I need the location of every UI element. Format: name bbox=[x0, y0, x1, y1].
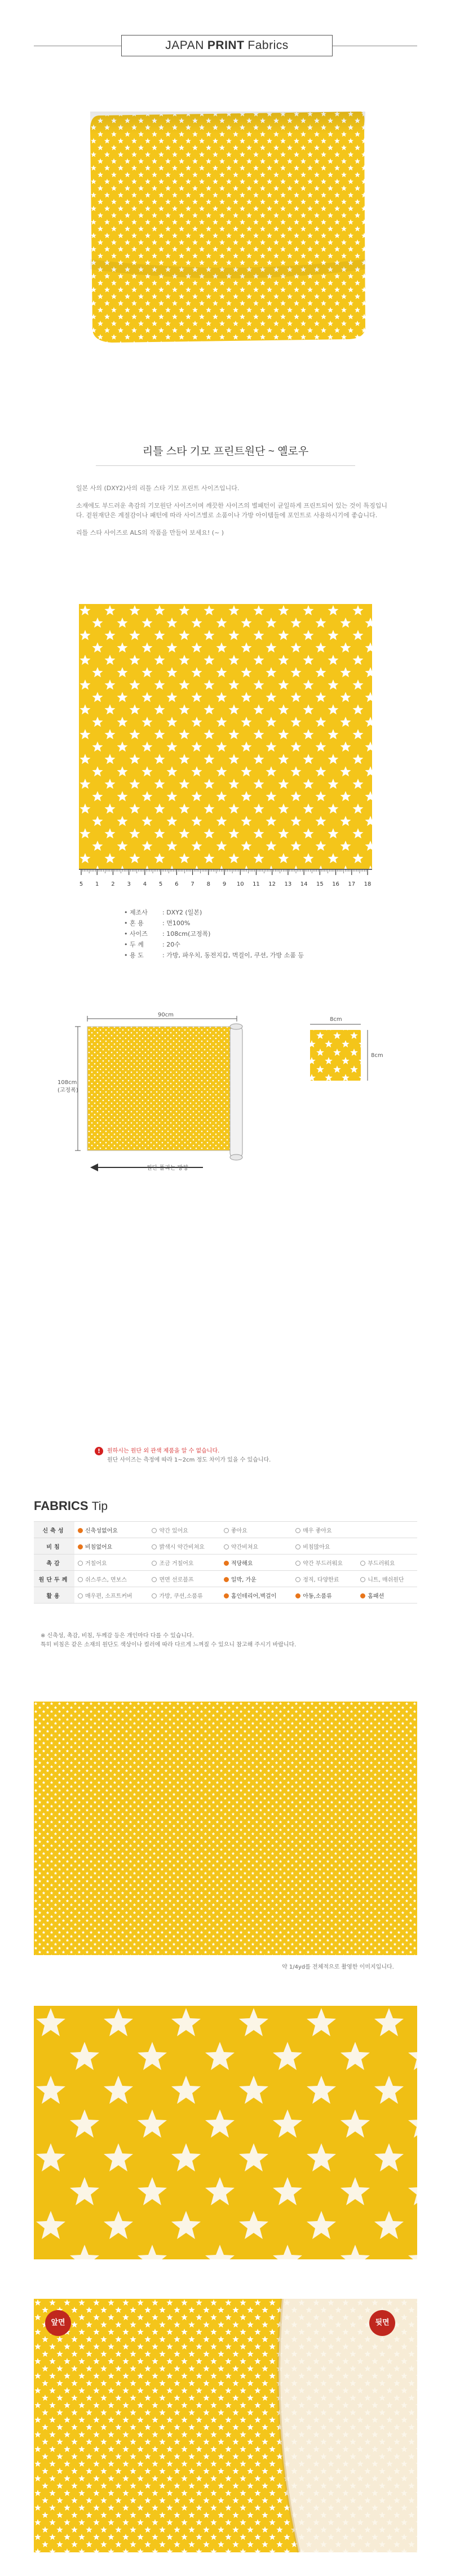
tip-option-label: 매우편, 소프트커버 bbox=[85, 1593, 132, 1600]
tip-option-label: 신축성없어요 bbox=[85, 1527, 118, 1534]
tip-option bbox=[74, 1522, 148, 1538]
tip-row-key: 비침 bbox=[34, 1538, 74, 1555]
ruler-label: 7 bbox=[191, 881, 194, 887]
tip-option bbox=[74, 1538, 148, 1555]
ruler-label: 12 bbox=[268, 881, 276, 887]
selected-dot-icon bbox=[224, 1593, 229, 1598]
brand-header bbox=[121, 35, 333, 56]
product-title: 리틀 스타 기모 프린트원단 ~ 옐로우 bbox=[142, 446, 309, 458]
tip-option bbox=[148, 1571, 220, 1587]
spec-key: • 용 도 bbox=[124, 952, 144, 959]
ruler-label: 4 bbox=[143, 881, 147, 887]
swatch-height-label: 8cm bbox=[371, 1052, 383, 1059]
spec-key: • 제조사 bbox=[124, 909, 148, 916]
tip-row-key: 신축성 bbox=[34, 1522, 74, 1538]
ruler-label: 8 bbox=[206, 881, 210, 887]
tip-option-label: 약간비쳐요 bbox=[231, 1544, 259, 1551]
tip-option bbox=[220, 1571, 292, 1587]
tip-title-normal: Tip bbox=[91, 1500, 108, 1513]
unselected-dot-icon bbox=[360, 1577, 365, 1582]
fabric-roll bbox=[230, 1025, 242, 1158]
spec-value: : 면100% bbox=[162, 920, 191, 927]
height-label-sub: (고정폭) bbox=[58, 1087, 78, 1094]
tip-option-label: 좋아요 bbox=[231, 1527, 247, 1534]
swatch-sample bbox=[310, 1030, 361, 1081]
ruler-label: 5 bbox=[158, 881, 163, 887]
tip-option bbox=[74, 1555, 148, 1571]
tip-option bbox=[74, 1587, 148, 1604]
unselected-dot-icon bbox=[152, 1561, 157, 1566]
spec-key: • 사이즈 bbox=[124, 930, 148, 938]
brand-bold: PRINT bbox=[207, 39, 245, 52]
selected-dot-icon bbox=[78, 1528, 83, 1533]
spec-row bbox=[124, 907, 304, 918]
closeup-photo bbox=[34, 2006, 417, 2259]
ruler-label: 9 bbox=[222, 881, 227, 887]
tip-option bbox=[148, 1587, 220, 1604]
tip-row bbox=[34, 1571, 417, 1587]
spec-list bbox=[124, 907, 304, 961]
unselected-dot-icon bbox=[78, 1577, 83, 1582]
arrow-label: 원단 풀리는 방향 bbox=[147, 1165, 188, 1171]
quarter-yard-photo bbox=[34, 1702, 417, 1955]
tip-option-label: 약간 부드러워요 bbox=[303, 1560, 343, 1567]
tip-option-label: 부드러워요 bbox=[368, 1560, 395, 1567]
fabric-swatch-with-ruler bbox=[79, 604, 372, 891]
unselected-dot-icon bbox=[152, 1577, 157, 1582]
description-line-3: 리틀 스타 사이즈로 ALS의 작품을 만들어 보세요! (~ ) bbox=[76, 529, 224, 536]
ruler-label: 13 bbox=[284, 881, 292, 887]
tip-option-label: 거칠어요 bbox=[85, 1560, 107, 1567]
tip-option bbox=[292, 1555, 357, 1571]
spec-value: : DXY2 (일본) bbox=[162, 909, 202, 916]
title-rule bbox=[96, 465, 355, 466]
selected-dot-icon bbox=[360, 1593, 365, 1598]
ruler-label: 10 bbox=[236, 881, 244, 887]
ruler-label: 3 bbox=[127, 881, 131, 887]
tip-row bbox=[34, 1522, 417, 1538]
description-line-1: 일본 사의 (DXY2)사의 리틀 스타 기모 프린트 사이즈입니다. bbox=[76, 485, 240, 492]
unselected-dot-icon bbox=[152, 1544, 157, 1549]
tip-option-label: 니트, 매쉬원단 bbox=[368, 1576, 404, 1583]
tip-option bbox=[220, 1555, 292, 1571]
swatch-fabric bbox=[79, 604, 372, 869]
tip-option-label: 가방, 쿠션,소품류 bbox=[159, 1593, 203, 1600]
notice bbox=[97, 1447, 271, 1465]
tip-option bbox=[220, 1538, 292, 1555]
unselected-dot-icon bbox=[295, 1528, 300, 1533]
height-label: 108cm bbox=[58, 1080, 77, 1086]
selected-dot-icon bbox=[224, 1561, 229, 1566]
tip-note-line-2: 특히 비침은 같은 소재의 원단도 색상이나 컬러에 따라 다르게 느껴질 수 있으니 참고해 주시기 바랍니다. bbox=[41, 1642, 297, 1648]
spec-row bbox=[124, 929, 304, 939]
tip-option bbox=[357, 1571, 417, 1587]
tip-option bbox=[148, 1555, 220, 1571]
front-badge: 앞면 bbox=[45, 2310, 71, 2336]
brand-right: Fabrics bbox=[247, 39, 289, 52]
ruler-label: 18 bbox=[364, 881, 372, 887]
tip-option bbox=[292, 1587, 357, 1604]
tip-option-label: 적당해요 bbox=[231, 1560, 253, 1567]
ruler-label: 15 bbox=[316, 881, 324, 887]
spec-value: : 108cm(고정폭) bbox=[162, 930, 211, 938]
spec-row bbox=[124, 950, 304, 961]
tip-option bbox=[357, 1555, 417, 1571]
tip-row bbox=[34, 1555, 417, 1571]
size-diagram bbox=[58, 1012, 412, 1194]
fabric-shape bbox=[90, 112, 365, 343]
width-label: 90cm bbox=[158, 1012, 174, 1018]
tip-row-key: 활용 bbox=[34, 1587, 74, 1604]
selected-dot-icon bbox=[295, 1593, 300, 1598]
tip-option bbox=[220, 1522, 292, 1538]
spec-key: • 두 께 bbox=[124, 941, 144, 948]
ruler-label: 17 bbox=[348, 881, 356, 887]
tip-note bbox=[41, 1632, 296, 1650]
selected-dot-icon bbox=[224, 1577, 229, 1582]
front-back-photo bbox=[34, 2299, 417, 2552]
product-description bbox=[76, 483, 392, 545]
ruler-label: 6 bbox=[175, 881, 179, 887]
spec-row bbox=[124, 939, 304, 950]
selected-dot-icon bbox=[78, 1544, 83, 1549]
tip-option bbox=[292, 1522, 357, 1538]
spec-value: : 20수 bbox=[162, 941, 180, 948]
tip-option bbox=[292, 1538, 357, 1555]
unselected-dot-icon bbox=[152, 1528, 157, 1533]
unselected-dot-icon bbox=[78, 1593, 83, 1598]
tip-option-label: 비침많아요 bbox=[303, 1544, 330, 1551]
fabrics-tip-table bbox=[34, 1521, 417, 1604]
tip-row bbox=[34, 1538, 417, 1555]
tip-option bbox=[148, 1522, 220, 1538]
unselected-dot-icon bbox=[295, 1544, 300, 1549]
spec-value: : 가방, 파우치, 동전지갑, 벽걸이, 쿠션, 가방 소품 등 bbox=[162, 952, 304, 959]
tip-option-label: 홈인테리어,벽걸이 bbox=[231, 1593, 277, 1600]
tip-option-label: 일박, 가운 bbox=[231, 1576, 257, 1583]
tip-option-label: 밝색시 약간비쳐요 bbox=[159, 1544, 205, 1551]
ruler-label: 5 bbox=[79, 881, 83, 887]
tip-row-key: 원단두께 bbox=[34, 1571, 74, 1587]
tip-option bbox=[220, 1587, 292, 1604]
notice-line-2: 원단 사이즈는 측정에 따라 1~2cm 정도 차이가 있을 수 있습니다. bbox=[107, 1457, 271, 1463]
ruler-label: 2 bbox=[111, 881, 115, 887]
ruler-label: 14 bbox=[300, 881, 308, 887]
tip-row-key: 촉감 bbox=[34, 1555, 74, 1571]
unselected-dot-icon bbox=[295, 1577, 300, 1582]
ruler-label: 11 bbox=[253, 881, 260, 887]
tip-option-label: 홈패션 bbox=[368, 1593, 384, 1600]
tip-empty-cell bbox=[357, 1538, 417, 1555]
tip-empty-cell bbox=[357, 1522, 417, 1538]
tip-row bbox=[34, 1587, 417, 1604]
unselected-dot-icon bbox=[360, 1561, 365, 1566]
unselected-dot-icon bbox=[295, 1561, 300, 1566]
ruler-label: 16 bbox=[332, 881, 339, 887]
back-side bbox=[278, 2299, 417, 2552]
tip-option-label: 매우 좋아요 bbox=[303, 1527, 332, 1534]
arrow-icon bbox=[90, 1163, 98, 1171]
tip-option bbox=[292, 1571, 357, 1587]
tip-option bbox=[148, 1538, 220, 1555]
unselected-dot-icon bbox=[152, 1593, 157, 1598]
tip-option bbox=[357, 1587, 417, 1604]
tip-option-label: 정직, 다양한료 bbox=[303, 1576, 339, 1583]
tip-option-label: 쉬스루스, 면보스 bbox=[85, 1576, 127, 1583]
tip-option-label: 약간 있어요 bbox=[159, 1527, 188, 1534]
tip-title-bold: FABRICS bbox=[34, 1499, 89, 1513]
back-badge: 뒷면 bbox=[369, 2310, 395, 2336]
tip-option-label: 조금 거칠어요 bbox=[159, 1560, 194, 1567]
tip-option-label: 비침없어요 bbox=[85, 1544, 113, 1551]
warning-icon: ! bbox=[95, 1447, 103, 1455]
spec-row bbox=[124, 918, 304, 929]
unselected-dot-icon bbox=[224, 1528, 229, 1533]
fabric-sheet bbox=[87, 1027, 231, 1151]
folded-fabric-photo bbox=[56, 90, 395, 361]
brand-left: JAPAN bbox=[165, 39, 204, 52]
tip-option-label: 아동,소품류 bbox=[303, 1593, 332, 1600]
unselected-dot-icon bbox=[78, 1561, 83, 1566]
spec-key: • 혼 용 bbox=[124, 920, 144, 927]
tip-note-line-1: ※ 신축성, 촉감, 비침, 두께감 등은 개인마다 다를 수 있습니다. bbox=[41, 1633, 194, 1639]
fabrics-tip-title bbox=[34, 1499, 108, 1513]
tip-option bbox=[74, 1571, 148, 1587]
quarter-yard-caption: 약 1/4yd를 전체적으로 촬영한 이미지입니다. bbox=[282, 1964, 394, 1970]
tip-option-label: 면면 선로블프 bbox=[159, 1576, 194, 1583]
ruler-label: 1 bbox=[95, 881, 99, 887]
swatch-width-label: 8cm bbox=[330, 1016, 342, 1023]
unselected-dot-icon bbox=[224, 1544, 229, 1549]
notice-line-1: 원하시는 원단 외 관색 제품을 알 수 없습니다. bbox=[107, 1448, 220, 1454]
description-line-2: 소재에도 부드러운 촉감의 기모원단 사이즈이며 깨끗한 사이즈의 별패턴이 균일하게 프린트되어 있는 것이 특징입니다. 겉원재단은 계절감이나 패턴에 따라 사이즈별로 소품이나 가방 아이템들에 포인트로 사용하시기에 좋습니다. bbox=[76, 502, 388, 519]
